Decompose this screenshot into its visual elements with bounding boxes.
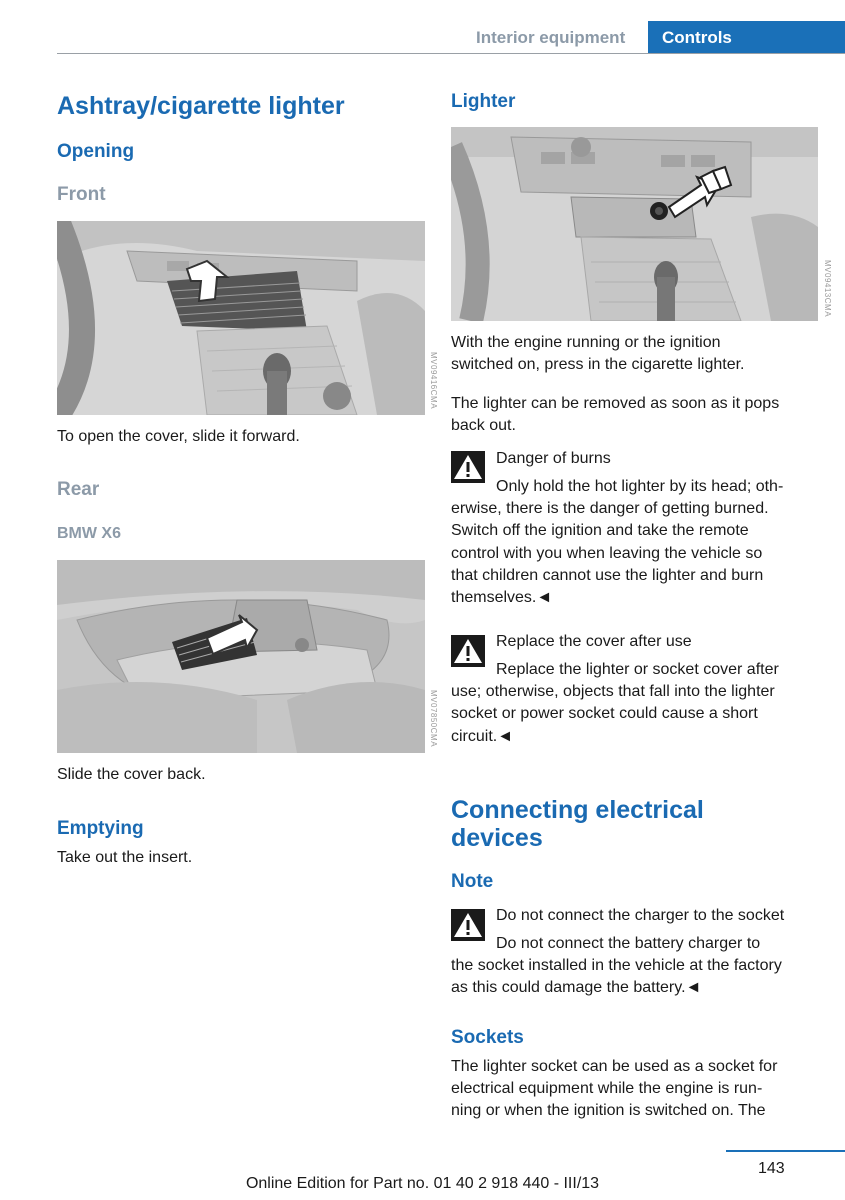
sockets-text (451, 1056, 777, 1123)
heading-model: BMW X6 (57, 525, 121, 542)
text-line: the socket installed in the vehicle at the factory (451, 957, 782, 975)
warning-charger-title: Do not connect the charger to the socket (496, 907, 785, 924)
text-line: that children cannot use the lighter and burn (451, 566, 764, 584)
emptying-text: Take out the insert. (57, 849, 193, 866)
heading-sockets: Sockets (451, 1027, 524, 1048)
heading-note: Note (451, 871, 494, 892)
section-title-connecting (451, 796, 704, 852)
footer-edition: Online Edition for Part no. 01 40 2 918 440 - III/13 (245, 1175, 600, 1192)
text-line: Switch off the ignition and take the remote (451, 522, 749, 540)
front-ashtray-photo (57, 221, 425, 415)
text-line: erwise, there is the danger of getting burned. (451, 500, 769, 518)
text-line: The lighter socket can be used as a socket for (451, 1058, 778, 1075)
text-line: Only hold the hot lighter by its head; oth- (496, 478, 784, 495)
text-line: as this could damage the battery.◄ (451, 979, 702, 997)
text-line: use; otherwise, objects that fall into the lighter (451, 683, 775, 701)
page-title: Ashtray/cigarette lighter (57, 92, 345, 120)
text-line: themselves.◄ (451, 589, 553, 607)
header-divider (57, 53, 845, 54)
heading-front: Front (57, 184, 106, 205)
header-chapter-tab (648, 21, 845, 54)
heading-lighter: Lighter (451, 91, 516, 112)
title-line: Connecting electrical (451, 796, 704, 824)
front-photo-code: MV09416CMA (429, 352, 438, 410)
text-line: With the engine running or the ignition (451, 334, 721, 351)
heading-opening: Opening (57, 141, 135, 162)
rear-ashtray-photo (57, 560, 425, 753)
header-section-title: Interior equipment (476, 28, 626, 47)
lighter-photo (451, 127, 818, 321)
text-line: Replace the lighter or socket cover after (496, 661, 779, 678)
rear-caption: Slide the cover back. (57, 766, 206, 783)
title-line: devices (451, 824, 543, 852)
heading-rear: Rear (57, 479, 100, 500)
text-line: Do not connect the battery charger to (496, 935, 761, 952)
page-number: 143 (758, 1160, 785, 1177)
text-line: socket or power socket could cause a short (451, 705, 758, 723)
warning-burns-title: Danger of burns (496, 450, 611, 467)
text-line: electrical equipment while the engine is run- (451, 1080, 763, 1098)
rear-photo-code: MV07850CMA (429, 690, 438, 748)
lighter-paragraph-2 (451, 393, 779, 437)
text-line: The lighter can be removed as soon as it pops (451, 395, 780, 412)
text-line: back out. (451, 417, 516, 435)
warning-cover-text (451, 659, 821, 748)
warning-charger-text (451, 933, 821, 1000)
footer-divider (726, 1150, 845, 1152)
text-line: ning or when the ignition is switched on. The (451, 1102, 766, 1120)
warning-burns-text (451, 476, 821, 609)
warning-cover-title: Replace the cover after use (496, 633, 692, 650)
front-caption: To open the cover, slide it forward. (57, 428, 300, 445)
lighter-paragraph-1 (451, 332, 745, 376)
header-chapter-label: Controls (662, 28, 732, 47)
text-line: circuit.◄ (451, 727, 514, 745)
text-line: switched on, press in the cigarette lighter. (451, 356, 745, 374)
heading-emptying: Emptying (57, 818, 144, 839)
text-line: control with you when leaving the vehicle so (451, 544, 763, 562)
lighter-photo-code: MV09413CMA (823, 260, 832, 318)
